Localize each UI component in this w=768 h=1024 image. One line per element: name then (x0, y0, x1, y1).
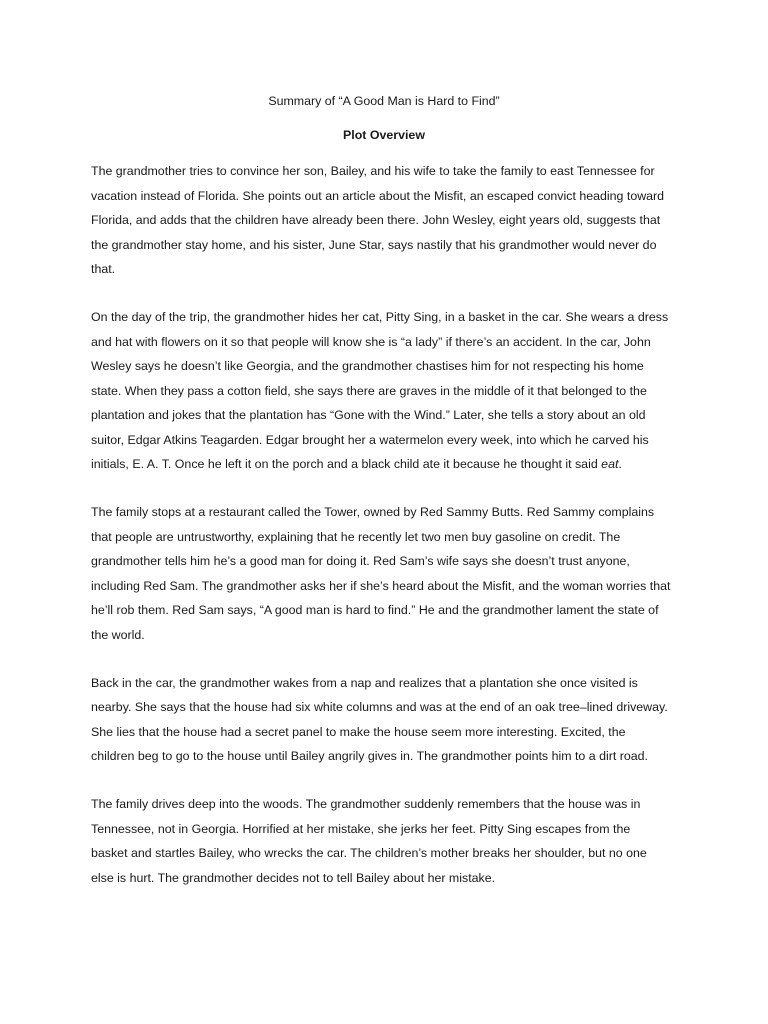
paragraph-2 (91, 305, 691, 477)
text-segment: initials, E. A. T. Once he left it on the porch and a black child ate it because he thought it said (91, 457, 602, 471)
document-title: Summary of “A Good Man is Hard to Find” (268, 94, 500, 108)
text-line-with-emphasis (91, 452, 691, 477)
text-line: Florida, and adds that the children have already been there. John Wesley, eight years old, suggests that (91, 213, 661, 227)
text-line: grandmother tells him he’s a good man for doing it. Red Sam’s wife says she doesn’t trust anyone, (91, 554, 630, 568)
paragraph-1 (91, 159, 691, 282)
emphasized-word: eat (601, 457, 619, 471)
text-line: The grandmother tries to convince her son, Bailey, and his wife to take the family to east Tennessee for (91, 164, 655, 178)
text-line: The family drives deep into the woods. The grandmother suddenly remembers that the house was in (91, 797, 641, 811)
text-line: nearby. She says that the house had six white columns and was at the end of an oak tree–lined driveway. (91, 700, 668, 714)
text-line: basket and startles Bailey, who wrecks the car. The children’s mother breaks her shoulder, but no one (91, 846, 647, 860)
text-line: and hat with flowers on it so that people will know she is “a lady” if there’s an accident. In the car, John (91, 334, 651, 349)
text-segment: . (618, 457, 622, 471)
document-body (91, 159, 691, 914)
text-line: state. When they pass a cotton field, she says there are graves in the middle of it that belonged to the (91, 383, 647, 398)
text-line: plantation and jokes that the plantation has “Gone with the Wind.” Later, she tells a story about an old (91, 408, 646, 422)
text-line: vacation instead of Florida. She points out an article about the Misfit, an escaped convict heading toward (91, 188, 665, 203)
text-line: that. (91, 262, 116, 276)
text-line: On the day of the trip, the grandmother hides her cat, Pitty Sing, in a basket in the car. She wears a dress (91, 310, 669, 324)
text-line: The family stops at a restaurant called the Tower, owned by Red Sammy Butts. Red Sammy complains (91, 505, 655, 519)
text-line: the grandmother stay home, and his sister, June Star, says nastily that his grandmother would never do (91, 237, 657, 252)
text-line: he’ll rob them. Red Sam says, “A good man is hard to find.” He and the grandmother lament the state of (91, 603, 659, 617)
text-line: Back in the car, the grandmother wakes from a nap and realizes that a plantation she once visited is (91, 675, 638, 690)
paragraph-3 (91, 500, 691, 647)
text-line: She lies that the house had a secret panel to make the house seem more interesting. Excited, the (91, 724, 626, 739)
text-line: suitor, Edgar Atkins Teagarden. Edgar brought her a watermelon every week, into which he carved his (91, 432, 649, 447)
text-line: the world. (91, 627, 145, 642)
text-line: Wesley says he doesn’t like Georgia, and the grandmother chastises him for not respecting his home (91, 359, 644, 373)
paragraph-4 (91, 671, 691, 769)
text-line: children beg to go to the house until Bailey angrily gives in. The grandmother points him to a dirt road. (91, 749, 648, 763)
text-line: Tennessee, not in Georgia. Horrified at her mistake, she jerks her feet. Pitty Sing escapes from the (91, 821, 631, 836)
section-heading: Plot Overview (343, 128, 425, 142)
text-line: else is hurt. The grandmother decides not to tell Bailey about her mistake. (91, 870, 496, 885)
text-line: that people are untrustworthy, explaining that he recently let two men buy gasoline on credit. The (91, 529, 621, 544)
paragraph-5 (91, 792, 691, 890)
text-line: including Red Sam. The grandmother asks her if she’s heard about the Misfit, and the woman worries that (91, 578, 671, 593)
